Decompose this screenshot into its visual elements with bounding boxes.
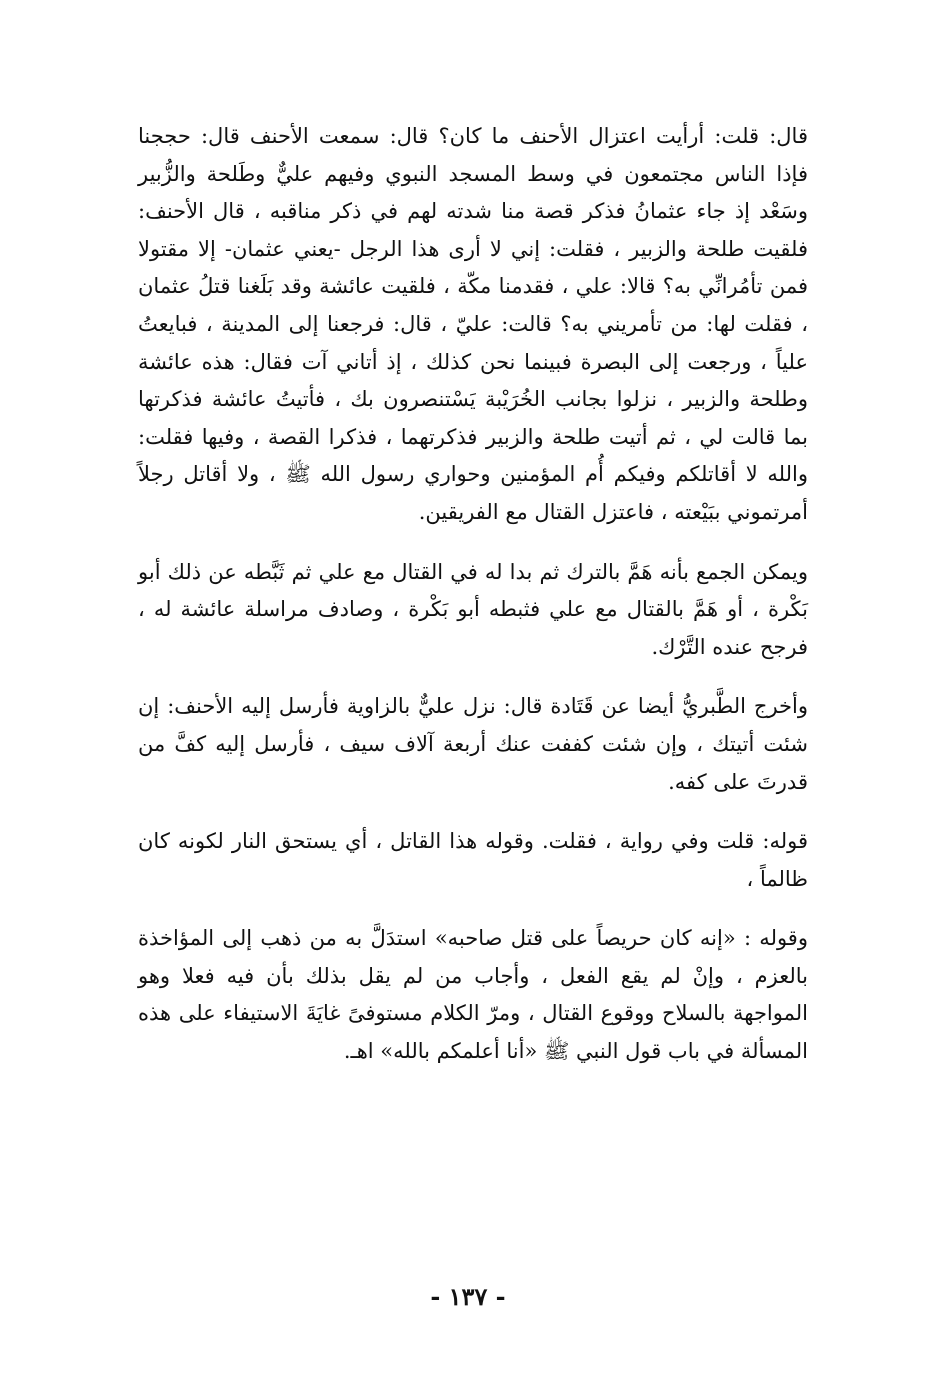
paragraph-5: وقوله : «إنه كان حريصاً على قتل صاحبه» استدَلَّ به من ذهب إلى المؤاخذة بالعزم ، وإنْ لم يقع الفعل ، وأجاب من لم يقل بذلك بأن فيه فعلا وهو المواجهة بالسلاح ووقوع القتال ، ومرّ الكلام مستوفىً غايَةَ الاستيفاء على هذه المسألة في باب قول النبي ﷺ «أنا أعلمكم بالله» اهـ. — [138, 926, 808, 1064]
document-body — [138, 118, 808, 1071]
paragraph-2: ويمكن الجمع بأنه هَمَّ بالترك ثم بدا له في القتال مع علي ثم ثَبَّطه عن ذلك أبو بَكْرة ، أو هَمَّ بالقتال مع علي فثبطه أبو بَكْرة ، وصادف مراسلة عائشة له ، فرجح عنده التَّرْك. — [138, 559, 808, 659]
page-number: - ١٣٧ - — [430, 1282, 506, 1311]
paragraph-1: قال: قلت: أرأيت اعتزال الأحنف ما كان؟ قال: سمعت الأحنف قال: حججنا فإذا الناس مجتمعون في وسط المسجد النبوي وفيهم عليٌّ وطَلحة والزُّبير وسَعْد إذ جاء عثمانُ فذكر قصة منا شدته لهم في ذكر مناقبه ، قال الأحنف: فلقيت طلحة والزبير ، فقلت: إني لا أرى هذا الرجل -يعني عثمان- إلا مقتولا فمن تأمُرانِّي به؟ قالا: علي ، فقدمنا مكّة ، فلقيت عائشة وقد بَلَغنا قتلُ عثمان ، فقلت لها: من تأمريني به؟ قالت: عليّ ، قال: فرجعنا إلى المدينة ، فبايعتُ علياً ، ورجعت إلى البصرة فبينما نحن كذلك ، إذ أتاني آت فقال: هذه عائشة وطلحة والزبير ، نزلوا بجانب الخُرَيْبة يَسْتنصرون بك ، فأتيتُ عائشة فذكرتها بما قالت لي ، ثم أتيت طلحة والزبير فذكرتهما ، فذكرا القصة ، وفيها فقلت: والله لا أقاتلكم وفيكم أُم المؤمنين وحواري رسول الله ﷺ ، ولا أقاتل رجلاً أمرتموني ببَيْعته ، فاعتزل القتال مع الفريقين. — [138, 124, 808, 524]
paragraph-spacer — [138, 801, 808, 823]
paragraph-4: قوله: قلت وفي رواية ، فقلت. وقوله هذا القاتل ، أي يستحق النار لكونه كان ظالماً ، — [138, 829, 808, 891]
paragraph-spacer — [138, 666, 808, 688]
paragraph-3: وأخرج الطَّبريُّ أيضا عن قَتَادة قال: نزل عليٌّ بالزاوية فأرسل إليه الأحنف: إن شئت أتيتك ، وإن شئت كففت عنك أربعة آلاف سيف ، فأرسل إليه كفَّ من قدرتَ على كفه. — [138, 694, 808, 794]
paragraph-spacer — [138, 532, 808, 554]
paragraph-spacer — [138, 898, 808, 920]
